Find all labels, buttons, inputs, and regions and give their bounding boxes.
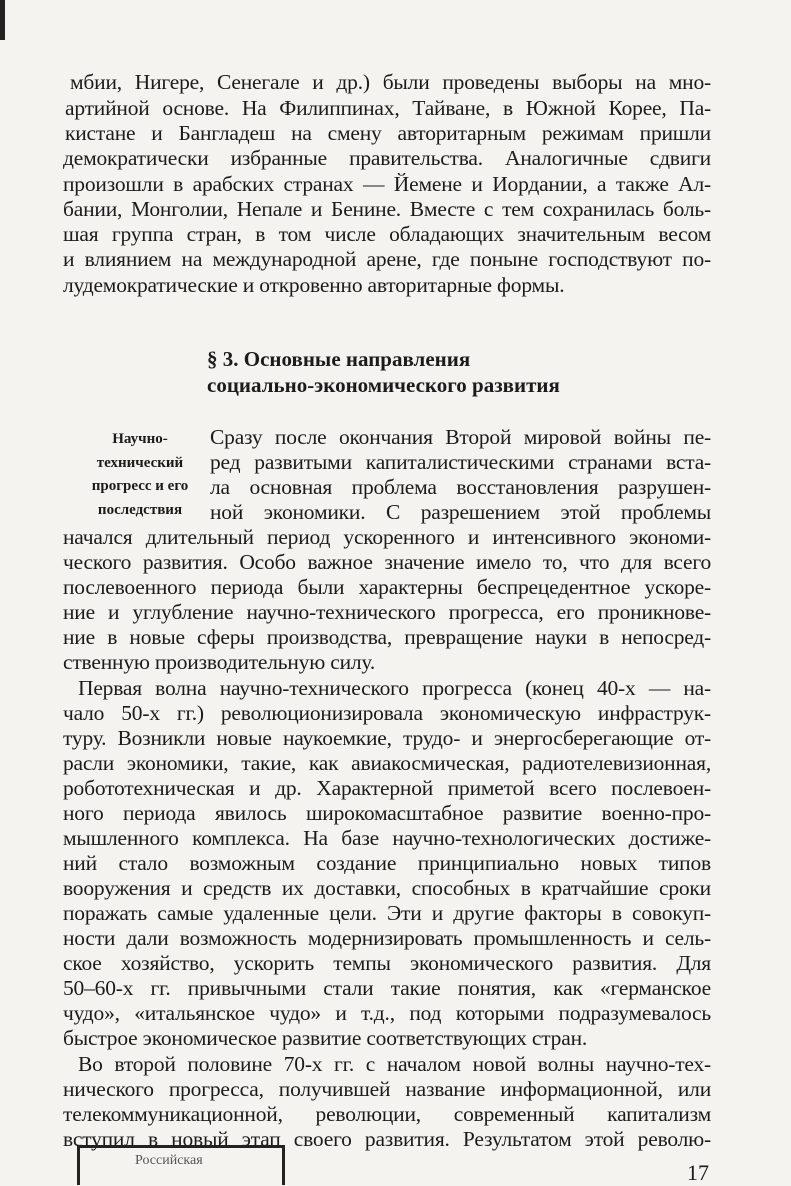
text-line: бании, Монголии, Непале и Бенине. Вместе с тем сохранилась боль- — [63, 197, 711, 221]
stamp-text: Российская — [135, 1153, 203, 1168]
text-line: и влиянием на международной арене, где поныне господствуют по- — [63, 247, 711, 271]
text-line: Первая волна научно-технического прогресса (конец 40-х — на- — [78, 676, 711, 700]
text-line: лудемократические и откровенно авторитарные формы. — [63, 273, 565, 297]
page-number: 17 — [687, 1160, 709, 1185]
section-heading-line-2: социально-экономического развития — [207, 373, 560, 397]
text-line: ред развитыми капиталистическими странами вста- — [210, 450, 711, 474]
text-line: ла основная проблема восстановления разрушен- — [210, 475, 711, 499]
text-line: 50–60-х гг. привычными стали такие понятия, как «германское — [63, 976, 711, 1000]
section-heading-line-1: § 3. Основные направления — [207, 347, 471, 371]
text-line: поражать самые удаленные цели. Эти и другие факторы в совокуп- — [63, 901, 711, 925]
margin-note-line: технический — [96, 454, 184, 471]
margin-note-line: Научно- — [112, 431, 168, 447]
text-line: мышленного комплекса. На базе научно-технологических достиже- — [63, 826, 711, 850]
text-line: быстрое экономическое развитие соответствующих стран. — [63, 1026, 588, 1050]
text-line: ности дали возможность модернизировать промышленность и сель- — [63, 926, 711, 950]
text-line: Во второй половине 70-х гг. с началом новой волны научно-тех- — [78, 1052, 711, 1076]
library-stamp — [77, 1145, 285, 1185]
scan-corner-mark — [0, 0, 5, 40]
text-line: чудо», «итальянское чудо» и т.д., под которыми подразумевалось — [63, 1001, 711, 1025]
text-line: ний стало возможным создание принципиально новых типов — [63, 851, 711, 875]
text-line: Сразу после окончания Второй мировой войны пе- — [210, 425, 711, 449]
text-line: расли экономики, такие, как авиакосмическая, радиотелевизионная, — [63, 751, 711, 775]
margin-note-line: прогресс и его — [91, 478, 189, 494]
text-line: мбии, Нигере, Сенегале и др.) были проведены выборы на мно- — [70, 70, 711, 94]
text-line: вооружения и средств их доставки, способных в кратчайшие сроки — [63, 876, 711, 900]
text-line: ческого развития. Особо важное значение имело то, что для всего — [63, 550, 711, 574]
text-line: демократически избранные правительства. Аналогичные сдвиги — [63, 146, 711, 170]
text-line: ское хозяйство, ускорить темпы экономического развития. Для — [63, 951, 711, 975]
text-line: нического прогресса, получившей название информационной, или — [63, 1077, 711, 1101]
text-line: начался длительный период ускоренного и интенсивного экономи- — [63, 525, 711, 549]
text-line: ного периода явилось широкомасштабное развитие военно-про- — [63, 801, 711, 825]
text-line: робототехническая и др. Характерной приметой всего послевоен- — [63, 776, 711, 800]
text-line: послевоенного периода были характерны беспрецедентное ускоре- — [63, 575, 711, 599]
text-line: ственную производительную силу. — [63, 650, 376, 674]
text-line: кистане и Бангладеш на смену авторитарным режимам пришли — [65, 121, 711, 145]
text-line: туру. Возникли новые наукоемкие, трудо- и энергосберегающие от- — [63, 726, 711, 750]
text-line: вступил в новый этап своего развития. Результатом этой револю- — [63, 1127, 711, 1151]
margin-note — [80, 428, 200, 522]
text-line: телекоммуникационной, революции, современный капитализм — [63, 1102, 711, 1126]
text-line: артийной основе. На Филиппинах, Тайване, в Южной Корее, Па- — [65, 96, 711, 120]
text-line: ной экономики. С разрешением этой проблемы — [210, 500, 711, 524]
text-line: чало 50-х гг.) революционизировала экономическую инфраструк- — [63, 701, 711, 725]
margin-note-line: последствия — [97, 501, 183, 518]
text-line: произошли в арабских странах — Йемене и Иордании, а также Ал- — [63, 172, 711, 196]
text-line: ние в новые сферы производства, превращение науки в непосред- — [63, 625, 711, 649]
text-line: ние и углубление научно-технического прогресса, его проникнове- — [63, 600, 711, 624]
text-line: шая группа стран, в том числе обладающих значительным весом — [63, 222, 711, 246]
